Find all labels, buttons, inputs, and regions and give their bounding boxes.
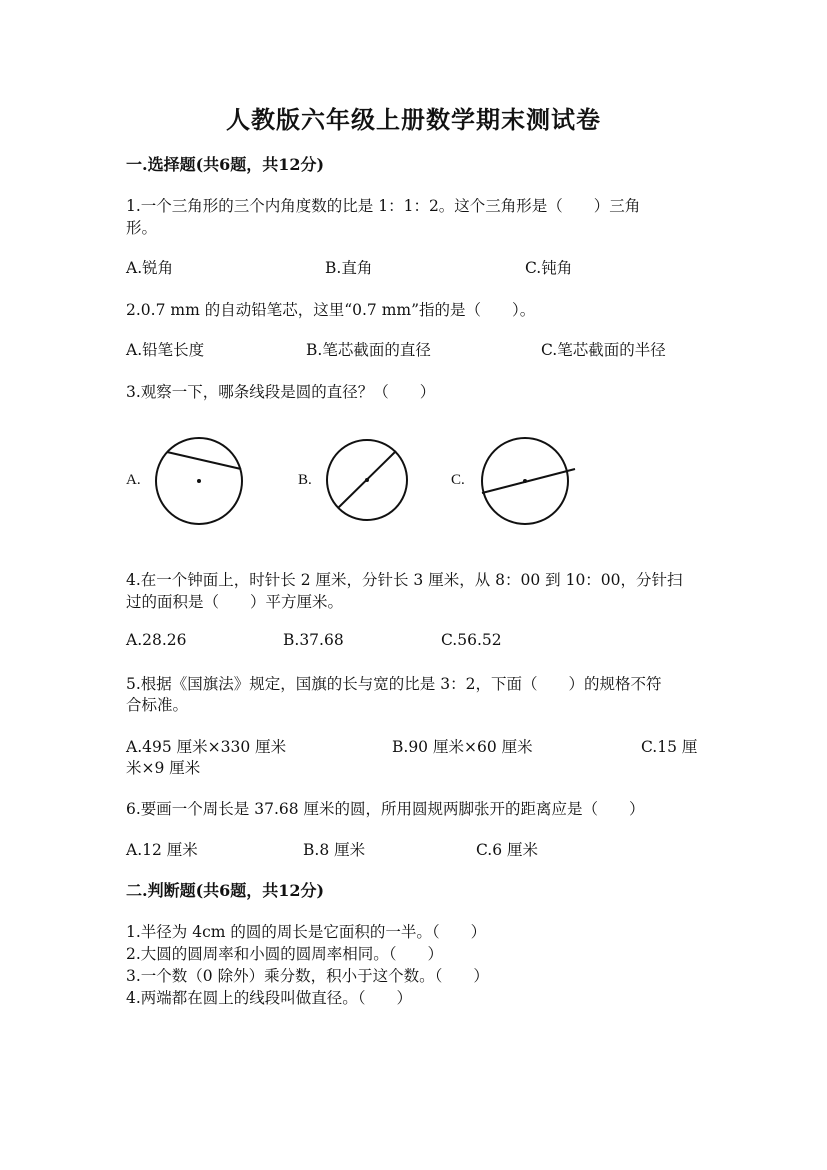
judgement-item-4: 4.两端都在圆上的线段叫做直径。（ ） xyxy=(126,989,413,1007)
question-4-option-b: B.37.68 xyxy=(283,631,344,649)
question-1-line-1: 1.一个三角形的三个内角度数的比是 1：1：2。这个三角形是（ ）三角 xyxy=(126,197,641,215)
question-6-option-b: B.8 厘米 xyxy=(303,841,366,859)
question-4-line-2: 过的面积是（ ）平方厘米。 xyxy=(126,593,344,611)
question-5-option-c-continued: 米×9 厘米 xyxy=(126,759,201,777)
section-heading-choice: 一.选择题(共6题，共12分) xyxy=(126,155,325,174)
question-5-option-b: B.90 厘米×60 厘米 xyxy=(392,738,533,756)
question-5-line-2: 合标准。 xyxy=(126,696,189,714)
circle-figure-b xyxy=(321,433,421,533)
question-2-line-1: 2.0.7 mm 的自动铅笔芯，这里“0.7 mm”指的是（ ）。 xyxy=(126,301,536,319)
question-1-option-a: A.锐角 xyxy=(126,259,174,277)
question-4-option-c: C.56.52 xyxy=(441,631,502,649)
question-3-option-a: A. xyxy=(126,472,141,488)
question-4-option-a: A.28.26 xyxy=(126,631,187,649)
question-4-line-1: 4.在一个钟面上，时针长 2 厘米，分针长 3 厘米，从 8：00 到 10：00，分针扫 xyxy=(126,571,683,589)
judgement-item-2: 2.大圆的圆周率和小圆的圆周率相同。（ ） xyxy=(126,945,444,963)
circle-figure-a xyxy=(150,433,250,533)
question-5-option-a: A.495 厘米×330 厘米 xyxy=(126,738,287,756)
judgement-item-3: 3.一个数（0 除外）乘分数，积小于这个数。（ ） xyxy=(126,967,489,985)
question-2-option-b: B.笔芯截面的直径 xyxy=(306,341,431,359)
question-3-option-c: C. xyxy=(451,472,465,488)
question-3-line-1: 3.观察一下，哪条线段是圆的直径？（ ） xyxy=(126,383,436,401)
question-5-line-1: 5.根据《国旗法》规定，国旗的长与宽的比是 3：2，下面（ ）的规格不符 xyxy=(126,675,662,693)
question-1-line-2: 形。 xyxy=(126,219,158,237)
question-6-line-1: 6.要画一个周长是 37.68 厘米的圆，所用圆规两脚张开的距离应是（ ） xyxy=(126,800,645,818)
page-title: 人教版六年级上册数学期末测试卷 xyxy=(226,105,601,134)
question-2-option-a: A.铅笔长度 xyxy=(126,341,205,359)
question-3-option-b: B. xyxy=(298,472,312,488)
question-1-option-c: C.钝角 xyxy=(525,259,573,277)
circle-figure-c xyxy=(476,433,586,533)
question-2-option-c: C.笔芯截面的半径 xyxy=(541,341,666,359)
judgement-item-1: 1.半径为 4cm 的圆的周长是它面积的一半。（ ） xyxy=(126,923,487,941)
section-heading-judgement: 二.判断题(共6题，共12分) xyxy=(126,881,325,900)
question-1-option-b: B.直角 xyxy=(325,259,373,277)
question-5-option-c: C.15 厘 xyxy=(641,738,698,756)
question-6-option-c: C.6 厘米 xyxy=(476,841,539,859)
question-6-option-a: A.12 厘米 xyxy=(126,841,198,859)
